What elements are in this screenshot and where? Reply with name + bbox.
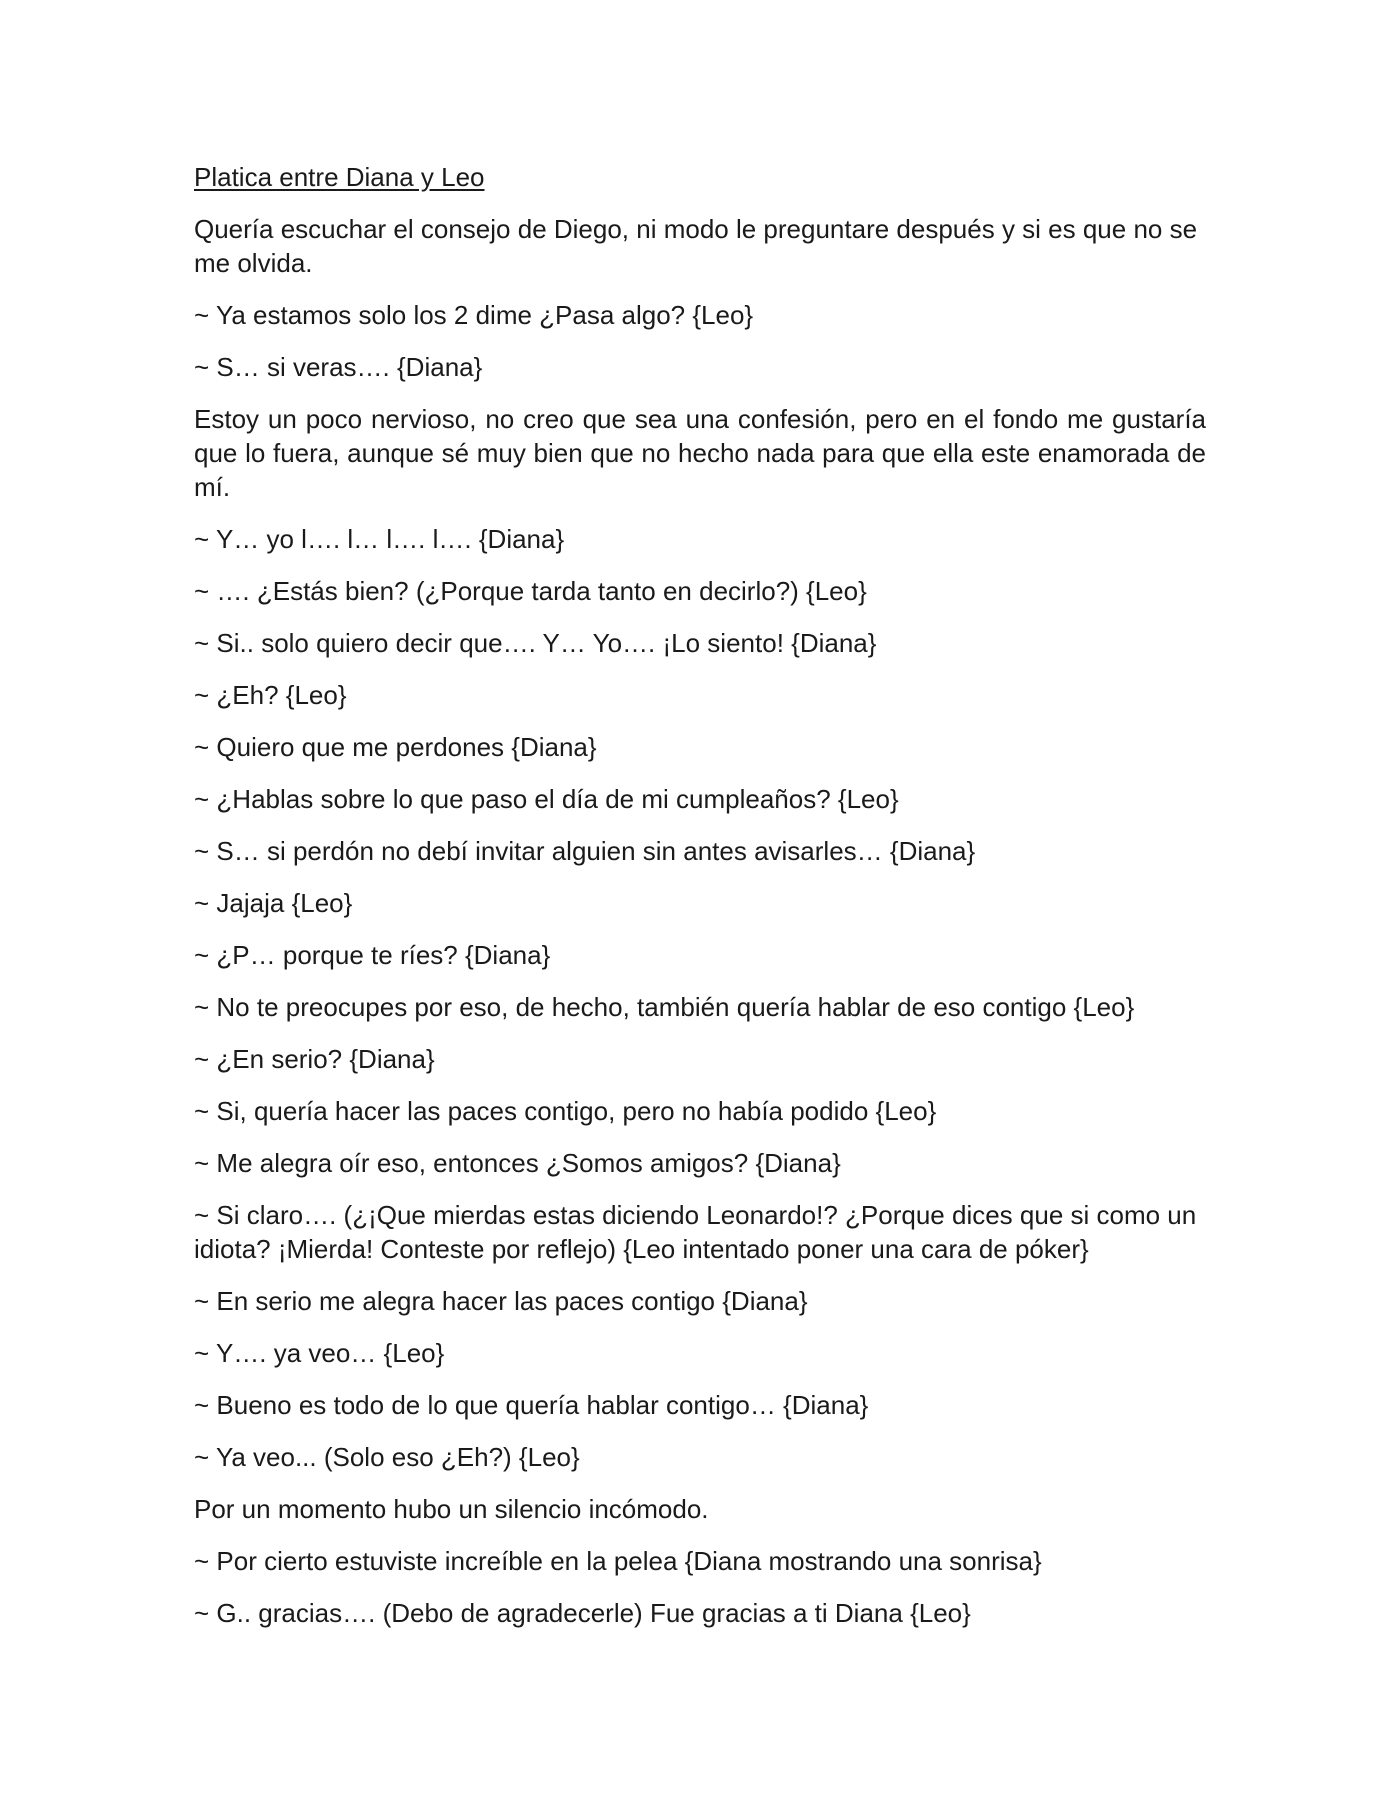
dialogue-line: ~ Bueno es todo de lo que quería hablar contigo… {Diana} [194, 1390, 869, 1420]
dialogue-line: ~ Y…. ya veo… {Leo} [194, 1338, 445, 1368]
dialogue-line: ~ Si, quería hacer las paces contigo, pero no había podido {Leo} [194, 1096, 937, 1126]
dialogue-line: ~ Ya estamos solo los 2 dime ¿Pasa algo? {Leo} [194, 300, 754, 330]
dialogue-line: ~ Y… yo l…. l… l…. l…. {Diana} [194, 524, 565, 554]
dialogue-line: ~ En serio me alegra hacer las paces contigo {Diana} [194, 1286, 808, 1316]
dialogue-line: ~ ¿Hablas sobre lo que paso el día de mi cumpleaños? {Leo} [194, 784, 899, 814]
dialogue-line: ~ No te preocupes por eso, de hecho, también quería hablar de eso contigo {Leo} [194, 992, 1135, 1022]
dialogue-line: ~ ¿Eh? {Leo} [194, 680, 347, 710]
document-title: Platica entre Diana y Leo [194, 162, 485, 192]
dialogue-line: ~ Ya veo... (Solo eso ¿Eh?) {Leo} [194, 1442, 580, 1472]
dialogue-line: ~ S… si perdón no debí invitar alguien sin antes avisarles… {Diana} [194, 836, 976, 866]
narration-paragraph: Por un momento hubo un silencio incómodo. [194, 1494, 709, 1524]
dialogue-line: ~ Si claro…. (¿¡Que mierdas estas diciendo Leonardo!? ¿Porque dices que si como un idiota? ¡Mierda! Conteste por reflejo) {Leo intentado poner una cara de póker} [194, 1200, 1197, 1264]
dialogue-line: ~ ¿En serio? {Diana} [194, 1044, 435, 1074]
dialogue-line: ~ Me alegra oír eso, entonces ¿Somos amigos? {Diana} [194, 1148, 841, 1178]
document-page [194, 160, 1206, 1648]
dialogue-line: ~ S… si veras…. {Diana} [194, 352, 483, 382]
dialogue-line: ~ G.. gracias…. (Debo de agradecerle) Fue gracias a ti Diana {Leo} [194, 1598, 971, 1628]
dialogue-line: ~ Quiero que me perdones {Diana} [194, 732, 597, 762]
dialogue-line: ~ Por cierto estuviste increíble en la pelea {Diana mostrando una sonrisa} [194, 1546, 1042, 1576]
dialogue-line: ~ ¿P… porque te ríes? {Diana} [194, 940, 551, 970]
narration-paragraph: Quería escuchar el consejo de Diego, ni modo le preguntare después y si es que no se me olvida. [194, 214, 1198, 278]
narration-paragraph: Estoy un poco nervioso, no creo que sea una confesión, pero en el fondo me gustaría que lo fuera, aunque sé muy bien que no hecho nada para que ella este enamorada de mí. [194, 404, 1206, 502]
dialogue-line: ~ Jajaja {Leo} [194, 888, 353, 918]
dialogue-line: ~ …. ¿Estás bien? (¿Porque tarda tanto en decirlo?) {Leo} [194, 576, 867, 606]
dialogue-line: ~ Si.. solo quiero decir que…. Y… Yo…. ¡Lo siento! {Diana} [194, 628, 877, 658]
